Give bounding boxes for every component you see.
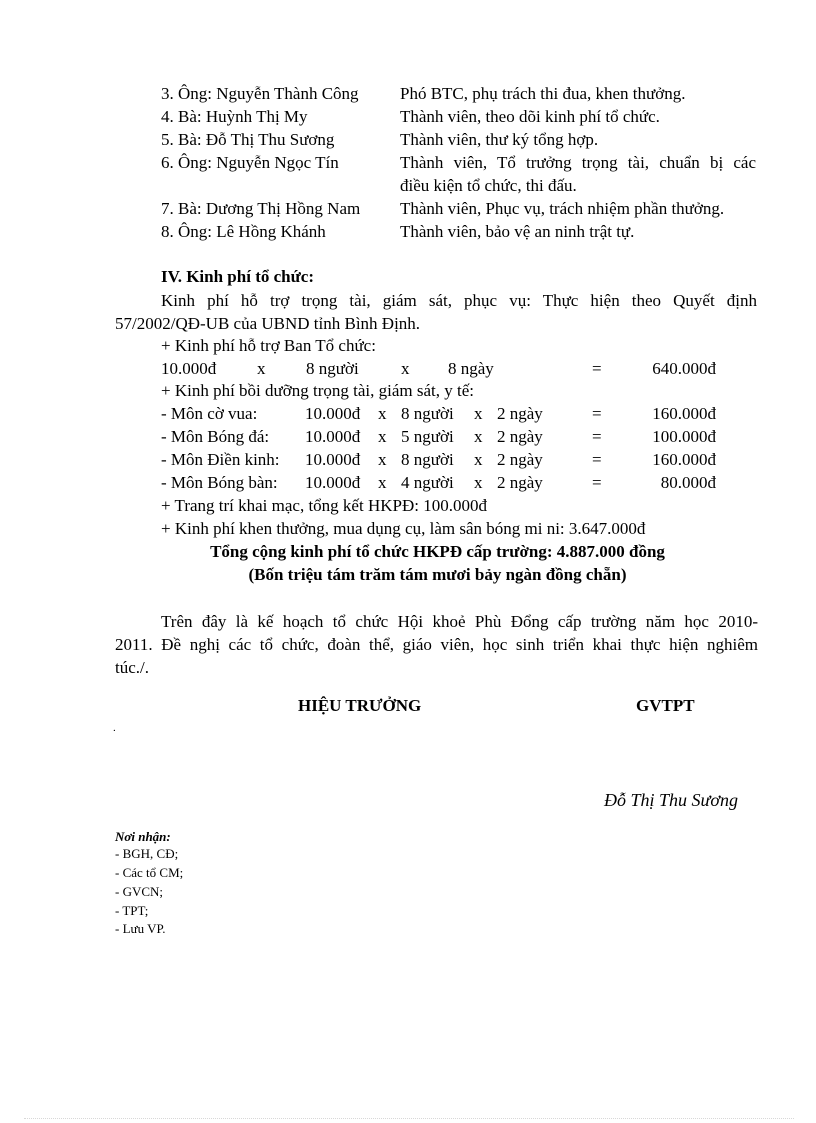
committee-name: 4. Bà: Huỳnh Thị My	[161, 107, 308, 126]
recipient-item: - BGH, CĐ;	[115, 846, 179, 861]
line-total: 160.000đ	[652, 404, 716, 423]
sport-name: - Môn Điền kinh:	[161, 450, 280, 469]
equals-sign: =	[592, 427, 602, 446]
recipient-item: - TPT;	[115, 903, 149, 918]
people-count: 8 người	[401, 404, 454, 423]
recipients-title: Nơi nhận:	[115, 829, 171, 844]
unit-cost: 10.000đ	[305, 450, 361, 469]
closing-line: Trên đây là kế hoạch tổ chức Hội khoẻ Phù Đổng cấp trường năm học 2010-	[161, 612, 758, 631]
equals-sign: =	[592, 473, 602, 492]
closing-line: túc./.	[115, 658, 149, 677]
multiply-sign: x	[378, 427, 387, 446]
total-line: Tổng cộng kinh phí tổ chức HKPĐ cấp trường: 4.887.000 đồng	[210, 542, 665, 561]
intro-line: Kinh phí hỗ trợ trọng tài, giám sát, phục vụ: Thực hiện theo Quyết định	[161, 291, 757, 310]
total-in-words: (Bốn triệu tám trăm tám mươi bảy ngàn đồng chẵn)	[248, 565, 627, 584]
recipient-item: - GVCN;	[115, 884, 164, 899]
committee-name: 5. Bà: Đỗ Thị Thu Sương	[161, 130, 335, 149]
multiply-sign: x	[401, 359, 410, 378]
committee-role: Thành viên, thư ký tổng hợp.	[400, 130, 599, 149]
line-total: 100.000đ	[652, 427, 716, 446]
multiply-sign: x	[474, 473, 483, 492]
btc-label: + Kinh phí hỗ trợ Ban Tổ chức:	[161, 336, 376, 355]
people-count: 8 người	[401, 450, 454, 469]
unit-cost: 10.000đ	[305, 427, 361, 446]
days-count: 2 ngày	[497, 473, 543, 492]
page-bottom-divider	[24, 1118, 794, 1119]
training-label: + Kinh phí bồi dưỡng trọng tài, giám sát, y tế:	[161, 381, 474, 400]
line-total: 640.000đ	[652, 359, 716, 378]
multiply-sign: x	[257, 359, 266, 378]
sport-name: - Môn Bóng đá:	[161, 427, 270, 446]
committee-name: 6. Ông: Nguyễn Ngọc Tín	[161, 153, 339, 172]
committee-role-continued: điều kiện tổ chức, thi đấu.	[400, 176, 577, 195]
people-count: 8 người	[306, 359, 359, 378]
signer-name: Đỗ Thị Thu Sương	[604, 790, 738, 810]
multiply-sign: x	[474, 450, 483, 469]
recipient-item: - Lưu VP.	[115, 921, 166, 936]
days-count: 8 ngày	[448, 359, 494, 378]
multiply-sign: x	[474, 404, 483, 423]
multiply-sign: x	[474, 427, 483, 446]
decoration-line: + Trang trí khai mạc, tổng kết HKPĐ: 100.000đ	[161, 496, 487, 515]
line-total: 160.000đ	[652, 450, 716, 469]
days-count: 2 ngày	[497, 404, 543, 423]
line-total: 80.000đ	[660, 473, 716, 492]
people-count: 5 người	[401, 427, 454, 446]
principal-title: HIỆU TRƯỞNG	[298, 696, 422, 715]
equals-sign: =	[592, 404, 602, 423]
sport-name: - Môn Bóng bàn:	[161, 473, 278, 492]
committee-role: Thành viên, Tổ trưởng trọng tài, chuẩn bị các	[400, 153, 756, 172]
recipient-item: - Các tổ CM;	[115, 865, 184, 880]
committee-role: Thành viên, bảo vệ an ninh trật tự.	[400, 222, 635, 241]
equals-sign: =	[592, 359, 602, 378]
unit-cost: 10.000đ	[305, 404, 361, 423]
sport-name: - Môn cờ vua:	[161, 404, 258, 423]
people-count: 4 người	[401, 473, 454, 492]
committee-role: Phó BTC, phụ trách thi đua, khen thưởng.	[400, 84, 686, 103]
unit-cost: 10.000đ	[305, 473, 361, 492]
closing-line: 2011. Đề nghị các tổ chức, đoàn thể, giáo viên, học sinh triển khai thực hiện nghiêm	[115, 635, 758, 654]
stray-dot: .	[113, 722, 116, 734]
gvtpt-title: GVTPT	[636, 696, 695, 715]
committee-name: 8. Ông: Lê Hồng Khánh	[161, 222, 326, 241]
days-count: 2 ngày	[497, 427, 543, 446]
section-heading: IV. Kinh phí tổ chức:	[161, 267, 315, 286]
unit-cost: 10.000đ	[161, 359, 217, 378]
intro-line: 57/2002/QĐ-UB của UBND tỉnh Bình Định.	[115, 314, 421, 333]
multiply-sign: x	[378, 473, 387, 492]
rewards-line: + Kinh phí khen thưởng, mua dụng cụ, làm sân bóng mi ni: 3.647.000đ	[161, 519, 646, 538]
committee-name: 3. Ông: Nguyễn Thành Công	[161, 84, 359, 103]
equals-sign: =	[592, 450, 602, 469]
committee-role: Thành viên, theo dõi kinh phí tổ chức.	[400, 107, 660, 126]
committee-role: Thành viên, Phục vụ, trách nhiệm phần thưởng.	[400, 199, 725, 218]
days-count: 2 ngày	[497, 450, 543, 469]
multiply-sign: x	[378, 404, 387, 423]
committee-name: 7. Bà: Dương Thị Hồng Nam	[161, 199, 361, 218]
multiply-sign: x	[378, 450, 387, 469]
